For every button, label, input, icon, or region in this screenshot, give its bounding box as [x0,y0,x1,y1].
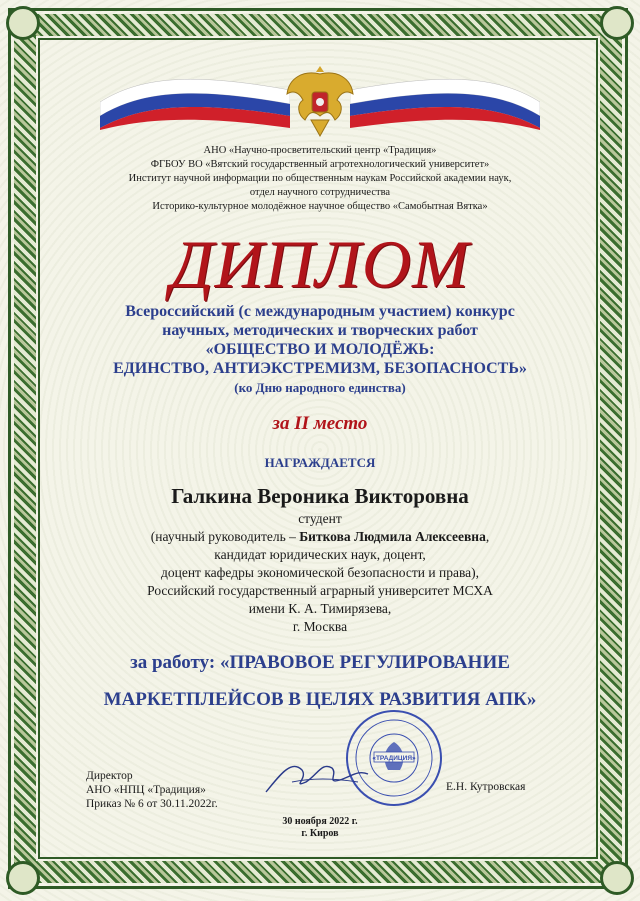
work-line: МАРКЕТПЛЕЙСОВ В ЦЕЛЯХ РАЗВИТИЯ АПК» [103,689,537,710]
organizer-line: отдел научного сотрудничества [249,187,391,198]
organizer-line: АНО «Научно-просветительский центр «Традиция» [203,145,437,156]
director-block [86,769,218,811]
stamp-text: «ТРАДИЦИЯ» [372,755,416,762]
supervisor-name: Биткова Людмила Алексеевна [299,529,486,544]
detail-line: г. Москва [292,619,348,634]
supervisor-line [60,528,580,546]
contest-line: научных, методических и творческих работ [162,322,478,339]
place-suffix: место [309,413,368,434]
corner-ornament [600,6,634,40]
issue-date [220,816,420,840]
diploma-title: ДИПЛОМ [170,226,470,302]
detail-line: имени К. А. Тимирязева, [248,601,392,616]
contest-line: «ОБЩЕСТВО И МОЛОДЁЖЬ: [205,341,435,358]
organizer-line: ФГБОУ ВО «Вятский государственный агротехнологический университет» [150,159,490,170]
russian-flag-ribbon-left [100,72,290,130]
director-org: АНО «НПЦ «Традиция» [86,784,206,796]
place-award [60,413,580,435]
recipient-details [60,510,580,636]
detail-line: Российский государственный аграрный университет МСХА [147,583,493,598]
place-prefix: за [272,413,295,434]
date-line: 30 ноября 2022 г. [282,816,358,827]
director-order: Приказ № 6 от 30.11.2022г. [86,798,218,810]
supervisor-suffix: , [485,529,490,544]
contest-line: ЕДИНСТВО, АНТИЭКСТРЕМИЗМ, БЕЗОПАСНОСТЬ» [113,360,527,377]
contest-occasion: (ко Дню народного единства) [234,380,406,395]
director-title: Директор [86,770,133,782]
detail-line: доцент кафедры экономической безопасности и права), [160,565,480,580]
organizer-line: Историко-культурное молодёжное научное общество «Самобытная Вятка» [152,201,488,212]
coat-of-arms-icon [283,60,357,140]
work-title [60,644,580,718]
place-number: II [294,413,310,434]
corner-ornament [600,861,634,895]
award-label: НАГРАЖДАЕТСЯ [264,455,376,470]
director-name: Е.Н. Кутровская [446,781,526,793]
recipient-name: Галкина Вероника Викторовна [171,484,469,508]
detail-line: кандидат юридических наук, доцент, [214,547,426,562]
corner-ornament [6,861,40,895]
russian-flag-ribbon-right [350,72,540,130]
signature [262,752,372,802]
corner-ornament [6,6,40,40]
contest-line: Всероссийский (с международным участием) конкурс [125,303,515,320]
supervisor-prefix: (научный руководитель – [150,529,300,544]
contest-info [60,302,580,397]
work-line: за работу: «ПРАВОВОЕ РЕГУЛИРОВАНИЕ [130,652,510,673]
city-line: г. Киров [301,828,339,839]
recipient-status: студент [298,511,342,526]
organizer-line: Институт научной информации по общественным наукам Российской академии наук, [128,173,512,184]
